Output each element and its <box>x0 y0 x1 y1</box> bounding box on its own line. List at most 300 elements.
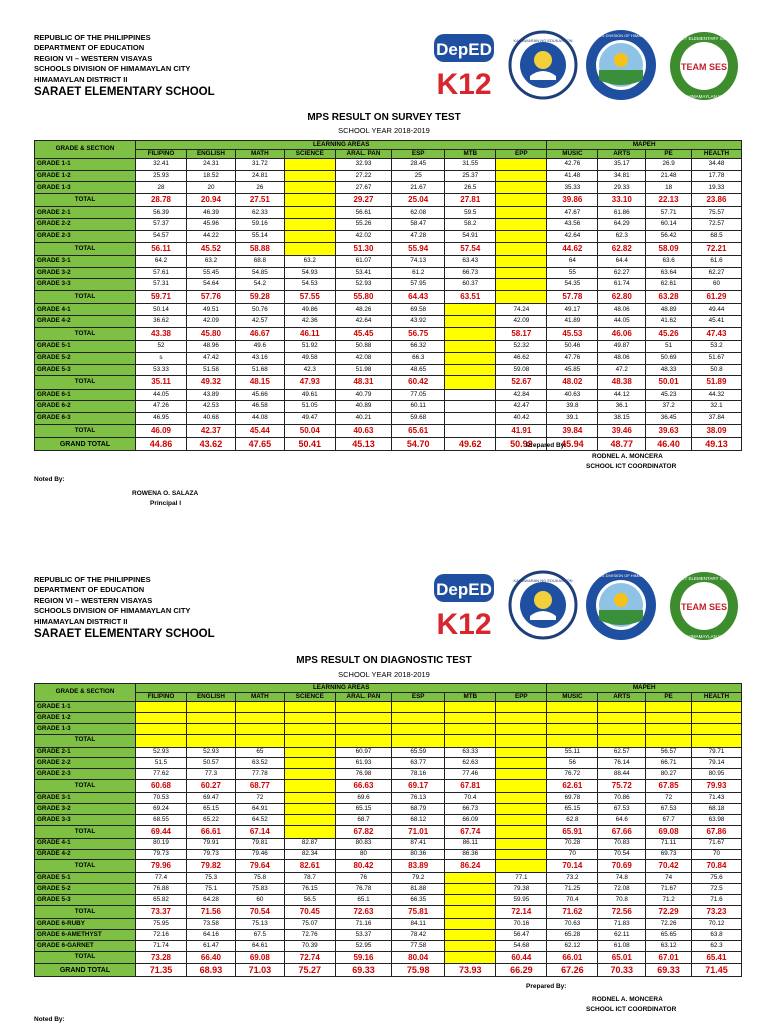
score-cell <box>392 712 445 723</box>
score-cell: 63.64 <box>646 267 692 279</box>
score-cell <box>445 412 496 424</box>
score-cell: 79.73 <box>135 849 186 860</box>
score-cell: 45.52 <box>187 242 236 255</box>
score-cell: 76.13 <box>392 793 445 804</box>
score-cell: 50.57 <box>187 758 236 769</box>
subject-header: EPP <box>496 693 547 702</box>
score-cell: 61.08 <box>598 940 646 951</box>
score-cell: 70.16 <box>496 918 547 929</box>
total-row <box>35 327 742 340</box>
score-cell <box>284 219 335 231</box>
svg-text:K12: K12 <box>436 608 492 640</box>
score-cell: 71.6 <box>691 895 741 906</box>
score-cell: 79.73 <box>187 849 236 860</box>
score-cell: 60.37 <box>445 279 496 291</box>
grade-section-label: GRADE 1-1 <box>35 159 136 171</box>
score-cell: 62.3 <box>691 940 741 951</box>
score-cell: 59.28 <box>235 290 284 303</box>
score-cell: 49.86 <box>284 304 335 316</box>
score-cell: 49.87 <box>598 341 646 353</box>
score-cell: 51 <box>646 341 692 353</box>
score-cell <box>284 159 335 171</box>
score-cell: 55.80 <box>335 290 391 303</box>
score-cell: 57.61 <box>135 267 186 279</box>
score-cell <box>691 723 741 734</box>
score-cell <box>445 951 496 964</box>
score-cell: 42.3 <box>284 364 335 376</box>
score-cell: 70.83 <box>598 838 646 849</box>
score-cell: 67.53 <box>646 804 692 815</box>
score-cell: 50.88 <box>335 341 391 353</box>
table-row <box>35 316 742 328</box>
score-cell: 49.6 <box>235 341 284 353</box>
total-row <box>35 860 742 873</box>
score-cell: 59.16 <box>235 219 284 231</box>
score-cell: 73.28 <box>135 951 186 964</box>
score-cell: 61.2 <box>392 267 445 279</box>
score-cell: 52.93 <box>187 747 236 758</box>
score-cell: 75.27 <box>284 964 335 977</box>
grade-section-label: GRADE 6-1 <box>35 389 136 401</box>
table-row <box>35 884 742 895</box>
score-cell: 78.7 <box>284 873 335 884</box>
score-cell: 69.24 <box>135 804 186 815</box>
score-cell: 69.33 <box>646 964 692 977</box>
score-cell: 54.91 <box>445 230 496 242</box>
score-cell: 76.14 <box>598 758 646 769</box>
score-cell: 43.92 <box>392 316 445 328</box>
score-cell: 60 <box>691 279 741 291</box>
score-cell: 68.77 <box>235 780 284 793</box>
score-cell: 73.2 <box>547 873 598 884</box>
grade-section-label: GRADE 3-3 <box>35 814 136 825</box>
grade-section-label: GRADE 3-3 <box>35 279 136 291</box>
score-cell <box>496 242 547 255</box>
score-cell: 72.74 <box>284 951 335 964</box>
score-cell: 62.08 <box>392 207 445 219</box>
score-cell: 47.26 <box>135 401 186 413</box>
score-cell: 48.06 <box>598 304 646 316</box>
score-cell <box>445 316 496 328</box>
score-cell: 63.2 <box>284 255 335 267</box>
score-cell: 71.35 <box>135 964 186 977</box>
total-row <box>35 734 742 747</box>
score-cell: 42.37 <box>187 424 236 437</box>
score-cell: 80.19 <box>135 838 186 849</box>
score-cell: 60.68 <box>135 780 186 793</box>
score-cell: 71.67 <box>691 838 741 849</box>
score-cell: 61.93 <box>335 758 391 769</box>
table-row <box>35 389 742 401</box>
score-cell <box>445 895 496 906</box>
score-cell: 76.15 <box>284 884 335 895</box>
score-cell: 71.25 <box>547 884 598 895</box>
score-cell: 47.65 <box>235 438 284 451</box>
score-cell: 61.29 <box>691 290 741 303</box>
total-row <box>35 242 742 255</box>
score-cell: 77.46 <box>445 769 496 780</box>
score-cell: 50.92 <box>496 438 547 451</box>
score-cell <box>496 747 547 758</box>
score-cell: 49.51 <box>187 304 236 316</box>
score-cell: 74.8 <box>598 873 646 884</box>
score-cell <box>187 712 236 723</box>
score-cell: 59.68 <box>392 412 445 424</box>
score-cell <box>496 182 547 194</box>
score-cell: 55.14 <box>235 230 284 242</box>
score-cell: 56.57 <box>646 747 692 758</box>
score-cell: 80.42 <box>335 860 391 873</box>
score-cell: 55.26 <box>335 219 391 231</box>
score-cell: 66.01 <box>547 951 598 964</box>
score-cell: 62.61 <box>547 780 598 793</box>
score-cell: 45.94 <box>547 438 598 451</box>
score-cell: 44.12 <box>598 389 646 401</box>
score-cell: 64.4 <box>598 255 646 267</box>
report-title: MPS RESULT ON DIAGNOSTIC TEST <box>296 655 472 666</box>
score-cell: 63.51 <box>445 290 496 303</box>
score-cell <box>646 734 692 747</box>
preparer-title: SCHOOL ICT COORDINATOR <box>586 1006 677 1013</box>
score-cell: 64.6 <box>598 814 646 825</box>
score-cell: 61.07 <box>335 255 391 267</box>
score-cell: 70.42 <box>646 860 692 873</box>
score-cell: 76.98 <box>335 769 391 780</box>
score-cell: 75.6 <box>691 873 741 884</box>
score-cell: 41.62 <box>646 316 692 328</box>
score-cell: 50.46 <box>547 341 598 353</box>
grade-section-label: GRADE 5-3 <box>35 895 136 906</box>
svg-text:SARAET ELEMENTARY SCHOOL: SARAET ELEMENTARY SCHOOL <box>669 576 739 581</box>
deped-k12-logo <box>430 30 498 100</box>
score-cell: 68.8 <box>235 255 284 267</box>
table-row <box>35 159 742 171</box>
score-cell: 47.28 <box>392 230 445 242</box>
score-cell: 70.12 <box>691 918 741 929</box>
score-cell: 75.95 <box>135 918 186 929</box>
table-row <box>35 255 742 267</box>
score-cell: 20.94 <box>187 194 236 207</box>
score-cell <box>284 230 335 242</box>
score-cell: 75.8 <box>235 873 284 884</box>
score-cell <box>496 804 547 815</box>
score-cell: 87.41 <box>392 838 445 849</box>
score-cell: 56.61 <box>335 207 391 219</box>
score-cell: 70.86 <box>598 793 646 804</box>
score-cell: 57.31 <box>135 279 186 291</box>
score-cell: 20 <box>187 182 236 194</box>
mps-table <box>34 140 742 451</box>
letterhead-line: REPUBLIC OF THE PHILIPPINES <box>34 575 151 584</box>
score-cell: 67.74 <box>445 825 496 838</box>
score-cell: 54.2 <box>235 279 284 291</box>
score-cell: 42.53 <box>187 401 236 413</box>
score-cell: 26.5 <box>445 182 496 194</box>
grade-section-label: GRADE 5-2 <box>35 352 136 364</box>
score-cell: 39.8 <box>547 401 598 413</box>
score-cell: 53.41 <box>335 267 391 279</box>
score-cell: 55.45 <box>187 267 236 279</box>
score-cell <box>445 352 496 364</box>
table-row <box>35 814 742 825</box>
score-cell: 74.13 <box>392 255 445 267</box>
score-cell <box>284 793 335 804</box>
noted-by-label: Noted By: <box>34 1016 65 1023</box>
score-cell: 49.13 <box>691 438 741 451</box>
score-cell <box>547 712 598 723</box>
score-cell: 52.67 <box>496 376 547 389</box>
score-cell: 63.28 <box>646 290 692 303</box>
score-cell: 40.21 <box>335 412 391 424</box>
score-cell: 77.3 <box>187 769 236 780</box>
score-cell: 73.93 <box>445 964 496 977</box>
score-cell: 80.36 <box>392 849 445 860</box>
score-cell <box>284 804 335 815</box>
score-cell: 70.28 <box>547 838 598 849</box>
score-cell: 84.11 <box>392 918 445 929</box>
saraet-school-logo <box>668 30 740 102</box>
score-cell: 70.53 <box>135 793 186 804</box>
score-cell: 45.26 <box>646 327 692 340</box>
score-cell: 42.02 <box>335 230 391 242</box>
score-cell: 45.85 <box>547 364 598 376</box>
score-cell: 53.37 <box>335 929 391 940</box>
score-cell: 68.93 <box>187 964 236 977</box>
table-row <box>35 170 742 182</box>
grade-section-label: GRADE 6-3 <box>35 412 136 424</box>
score-cell: 76 <box>335 873 391 884</box>
score-cell: 66.63 <box>335 780 391 793</box>
score-cell: 62.82 <box>598 242 646 255</box>
score-cell: 71.67 <box>646 884 692 895</box>
score-cell: 36.1 <box>598 401 646 413</box>
score-cell: 80.27 <box>646 769 692 780</box>
score-cell <box>187 734 236 747</box>
score-cell: 57.95 <box>392 279 445 291</box>
total-label: TOTAL <box>35 780 136 793</box>
subject-header: MUSIC <box>547 150 598 159</box>
score-cell <box>691 712 741 723</box>
score-cell <box>445 327 496 340</box>
score-cell: 61.74 <box>598 279 646 291</box>
score-cell <box>284 242 335 255</box>
score-cell: 50.01 <box>646 376 692 389</box>
score-cell: 31.72 <box>235 159 284 171</box>
score-cell: 59.95 <box>496 895 547 906</box>
score-cell: 65.82 <box>135 895 186 906</box>
score-cell: 88.44 <box>598 769 646 780</box>
score-cell: 48.33 <box>646 364 692 376</box>
score-cell: 44.05 <box>598 316 646 328</box>
score-cell <box>392 734 445 747</box>
score-cell: 35.11 <box>135 376 186 389</box>
total-label: TOTAL <box>35 424 136 437</box>
score-cell <box>284 814 335 825</box>
letterhead-line: SCHOOLS DIVISION OF HIMAMAYLAN CITY <box>34 64 191 74</box>
score-cell: 48.26 <box>335 304 391 316</box>
score-cell: 77.58 <box>392 940 445 951</box>
score-cell: 49.61 <box>284 389 335 401</box>
score-cell: 64.61 <box>235 940 284 951</box>
score-cell: 63.33 <box>445 747 496 758</box>
score-cell <box>496 758 547 769</box>
score-cell: 70.4 <box>547 895 598 906</box>
score-cell: 47.42 <box>187 352 236 364</box>
score-cell: 45.66 <box>235 389 284 401</box>
score-cell: 56.39 <box>135 207 186 219</box>
subject-header: HEALTH <box>691 150 741 159</box>
subject-header: MATH <box>235 150 284 159</box>
subject-header: ARAL. PAN <box>335 150 391 159</box>
total-label: GRAND TOTAL <box>35 438 136 451</box>
score-cell: 74.24 <box>496 304 547 316</box>
score-cell <box>235 723 284 734</box>
score-cell <box>445 376 496 389</box>
total-label: TOTAL <box>35 376 136 389</box>
letterhead-line: HIMAMAYLAN DISTRICT II <box>34 616 128 626</box>
score-cell: 67.82 <box>335 825 391 838</box>
score-cell <box>496 723 547 734</box>
score-cell <box>496 838 547 849</box>
score-cell: 80 <box>335 849 391 860</box>
score-cell: 52.32 <box>496 341 547 353</box>
score-cell: 51.92 <box>284 341 335 353</box>
total-label: TOTAL <box>35 194 136 207</box>
letterhead-line: DEPARTMENT OF EDUCATION <box>34 585 145 595</box>
score-cell: 72.76 <box>284 929 335 940</box>
score-cell: 52.93 <box>135 747 186 758</box>
score-cell: 26.9 <box>646 159 692 171</box>
score-cell: 71.01 <box>392 825 445 838</box>
score-cell: 39.63 <box>646 424 692 437</box>
score-cell: 65 <box>235 747 284 758</box>
subject-header: FILIPINO <box>135 150 186 159</box>
score-cell: 79.46 <box>235 849 284 860</box>
score-cell: 63.2 <box>187 255 236 267</box>
table-row <box>35 804 742 815</box>
score-cell: 66.61 <box>187 825 236 838</box>
grade-section-header: GRADE & SECTION <box>35 141 136 159</box>
mps-table <box>34 683 742 977</box>
score-cell: 52 <box>135 341 186 353</box>
deped-k12-logo <box>430 570 498 640</box>
score-cell: 77.1 <box>496 873 547 884</box>
score-cell <box>284 780 335 793</box>
score-cell: 21.67 <box>392 182 445 194</box>
letterhead <box>34 33 215 97</box>
score-cell: 57.76 <box>187 290 236 303</box>
score-cell <box>547 723 598 734</box>
score-cell: 65.61 <box>392 424 445 437</box>
score-cell: 65.15 <box>547 804 598 815</box>
score-cell <box>496 814 547 825</box>
score-cell: 75.3 <box>187 873 236 884</box>
score-cell: 17.78 <box>691 170 741 182</box>
score-cell: 46.67 <box>235 327 284 340</box>
score-cell: 75.13 <box>235 918 284 929</box>
score-cell: 69.17 <box>392 780 445 793</box>
score-cell: 54.68 <box>496 940 547 951</box>
score-cell: 72 <box>235 793 284 804</box>
subject-header: ENGLISH <box>187 150 236 159</box>
table-row <box>35 304 742 316</box>
score-cell: 23.86 <box>691 194 741 207</box>
table-row <box>35 873 742 884</box>
score-cell: 70.8 <box>598 895 646 906</box>
score-cell: 68.79 <box>392 804 445 815</box>
score-cell: 34.81 <box>598 170 646 182</box>
subject-header: ENGLISH <box>187 693 236 702</box>
score-cell: 42.08 <box>335 352 391 364</box>
score-cell: 65.15 <box>335 804 391 815</box>
score-cell: 71.16 <box>335 918 391 929</box>
score-cell: 40.89 <box>335 401 391 413</box>
school-year: SCHOOL YEAR 2018-2019 <box>338 126 430 135</box>
grade-section-label: GRADE 2-2 <box>35 219 136 231</box>
score-cell: 45.44 <box>235 424 284 437</box>
table-row <box>35 207 742 219</box>
score-cell: 79.93 <box>691 780 741 793</box>
table-row <box>35 279 742 291</box>
score-cell: 70.54 <box>235 906 284 919</box>
total-label: TOTAL <box>35 825 136 838</box>
score-cell: 60.42 <box>392 376 445 389</box>
total-label: GRAND TOTAL <box>35 964 136 977</box>
grade-section-label: GRADE 2-1 <box>35 207 136 219</box>
letterhead <box>34 575 215 639</box>
score-cell: 34.48 <box>691 159 741 171</box>
score-cell: 32.1 <box>691 401 741 413</box>
score-cell <box>496 255 547 267</box>
score-cell: 67.01 <box>646 951 692 964</box>
score-cell: 50.04 <box>284 424 335 437</box>
score-cell: 79.91 <box>187 838 236 849</box>
score-cell: 40.63 <box>335 424 391 437</box>
score-cell: 68.55 <box>135 814 186 825</box>
score-cell: 50.76 <box>235 304 284 316</box>
score-cell: 63.43 <box>445 255 496 267</box>
score-cell <box>496 207 547 219</box>
score-cell: 80.83 <box>335 838 391 849</box>
score-cell: 44.05 <box>135 389 186 401</box>
score-cell: 57.78 <box>547 290 598 303</box>
score-cell: 46.40 <box>646 438 692 451</box>
deped-seal-logo <box>508 570 578 640</box>
score-cell: 71.11 <box>646 838 692 849</box>
score-cell: 73.23 <box>691 906 741 919</box>
score-cell <box>496 159 547 171</box>
score-cell: 49.47 <box>284 412 335 424</box>
score-cell: 39.46 <box>598 424 646 437</box>
table-row <box>35 230 742 242</box>
score-cell: 70.54 <box>598 849 646 860</box>
grade-section-label: GRADE 4-1 <box>35 838 136 849</box>
score-cell: 58.47 <box>392 219 445 231</box>
score-cell: 60.44 <box>496 951 547 964</box>
subject-header: MTB <box>445 693 496 702</box>
score-cell <box>284 723 335 734</box>
score-cell: 66.73 <box>445 804 496 815</box>
score-cell: 62.3 <box>598 230 646 242</box>
table-row <box>35 758 742 769</box>
score-cell: 57.55 <box>284 290 335 303</box>
score-cell: 54.85 <box>235 267 284 279</box>
score-cell: 37.2 <box>646 401 692 413</box>
score-cell: 71.45 <box>691 964 741 977</box>
score-cell: 51.98 <box>335 364 391 376</box>
score-cell: 78.16 <box>392 769 445 780</box>
score-cell <box>496 825 547 838</box>
